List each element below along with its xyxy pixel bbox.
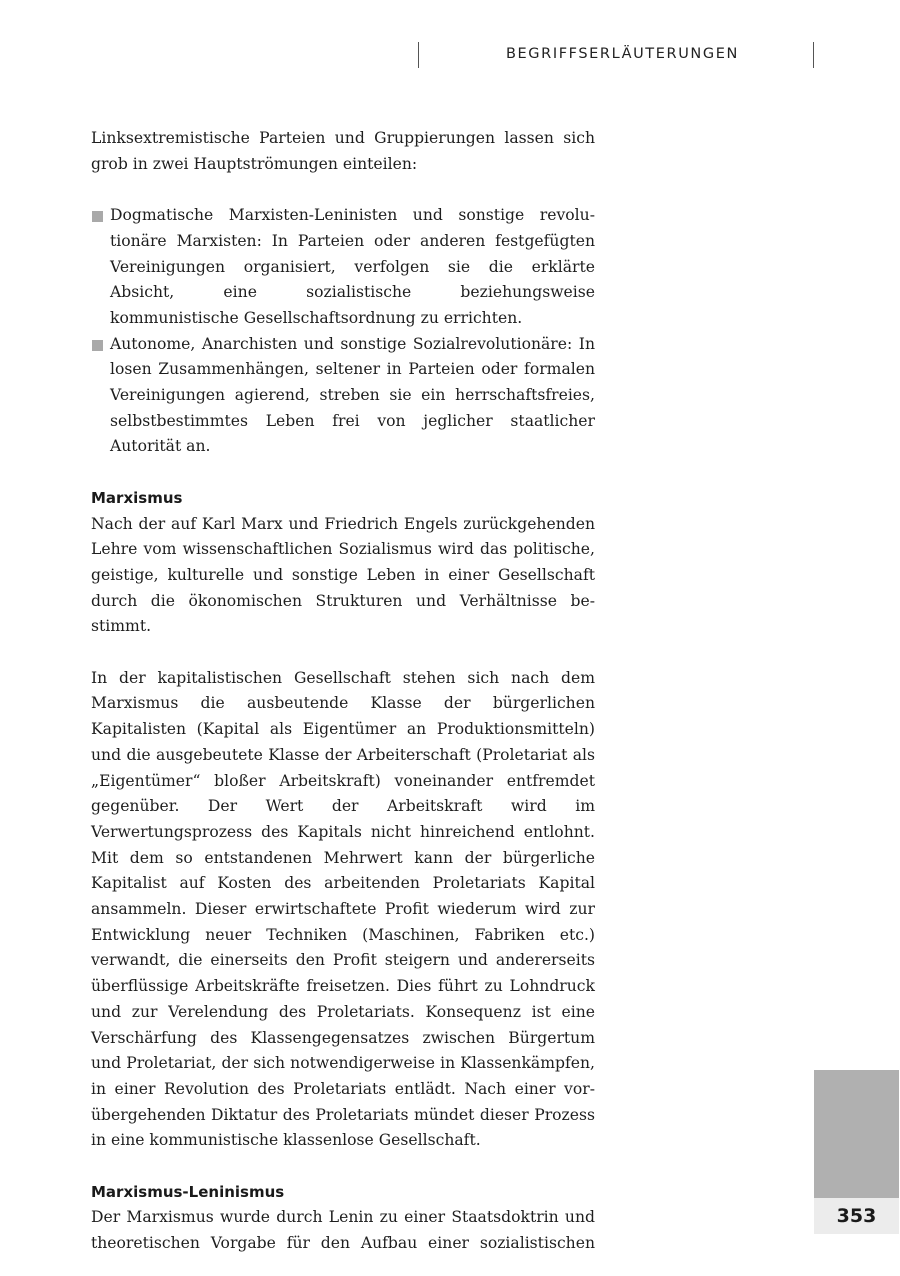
- header-divider-right: [813, 42, 814, 68]
- header-divider-left: [418, 42, 419, 68]
- square-bullet-icon: [92, 211, 103, 222]
- list-item: [91, 332, 595, 461]
- spacer: [91, 177, 595, 203]
- list-item: [91, 203, 595, 332]
- paragraph: Der Marxismus wurde durch Lenin zu einer Staatsdoktrin und theoretischen Vorgabe für den Aufbau einer sozialistischen: [91, 1208, 595, 1253]
- spacer: [91, 460, 595, 486]
- page-number: 353: [814, 1198, 899, 1234]
- spacer: [91, 1154, 595, 1180]
- section-title-marxismus: Marxismus: [91, 488, 183, 507]
- bullet-list: [91, 203, 595, 460]
- running-head: BEGRIFFSERLÄUTERUNGEN: [506, 46, 739, 62]
- paragraph: Nach der auf Karl Marx und Friedrich Engels zurückgehenden Lehre vom wissenschaftlichen Sozialismus wird das politische, geistige, kulturelle und sonstige Leben in einer Gesellschaft durch die ökonomischen Strukturen und Verhältnisse bestimmt.: [91, 514, 595, 636]
- page-body: [91, 126, 595, 1257]
- paragraph: In der kapitalistischen Gesellschaft stehen sich nach dem Marxismus die ausbeutende Klasse der bürgerlichen Kapitalisten (Kapital als Eigentümer an Produktionsmitteln) und die ausgebeutete Klasse der Arbeiterschaft (Proletariat als „Eigentümer“ bloßer Arbeitskraft) voneinander entfremdet gegenüber. Der Wert der Arbeitskraft wird im Verwertungsprozess des Kapitals nicht hinreichend entlohnt. Mit dem so entstandenen Mehrwert kann der bürgerliche Kapitalist auf Kosten des arbeitenden Proletariats Kapital ansammeln. Dieser erwirtschaftete Profit wiederum wird zur Entwicklung neuer Techniken (Maschinen, Fabriken etc.) verwandt, die einerseits den Profit steigern und andererseits überflüssige Arbeitskräfte freisetzen. Dies führt zu Lohndruck und zur Verelendung des Proletariats. Konsequenz ist eine Verschärfung des Klassengegensatzes zwischen Bürgertum und Proletariat, der sich notwendigerweise in Klassenkämpfen, in einer Revolution des Proletariats entlädt. Nach einer vorübergehenden Diktatur des Proletariats mündet dieser Prozess in eine kommunistische klassenlose Gesellschaft.: [91, 668, 595, 1150]
- list-item-text: Autonome, Anarchisten und sonstige Sozialrevolutionäre: In losen Zusammenhängen, seltener in Parteien oder formalen Vereinigungen agierend, streben sie ein herrschaftsfreies, selbstbestimmtes Leben frei von jeglicher staatlicher Autorität an.: [110, 334, 595, 456]
- section-title-marxismus-leninismus: Marxismus-Leninismus: [91, 1182, 285, 1201]
- intro-paragraph: Linksextremistische Parteien und Gruppierungen lassen sich grob in zwei Hauptströmungen einteilen:: [91, 129, 595, 173]
- list-item-text: Dogmatische Marxisten-Leninisten und sonstige revolutionäre Marxisten: In Parteien oder anderen festgefügten Vereinigungen organisiert, verfolgen sie die erklärte Absicht, eine sozialistische beziehungsweise kommunistische Gesellschaftsordnung zu errichten.: [110, 206, 595, 327]
- square-bullet-icon: [92, 340, 103, 351]
- spacer: [91, 640, 595, 666]
- thumb-index-tab: [814, 1070, 899, 1198]
